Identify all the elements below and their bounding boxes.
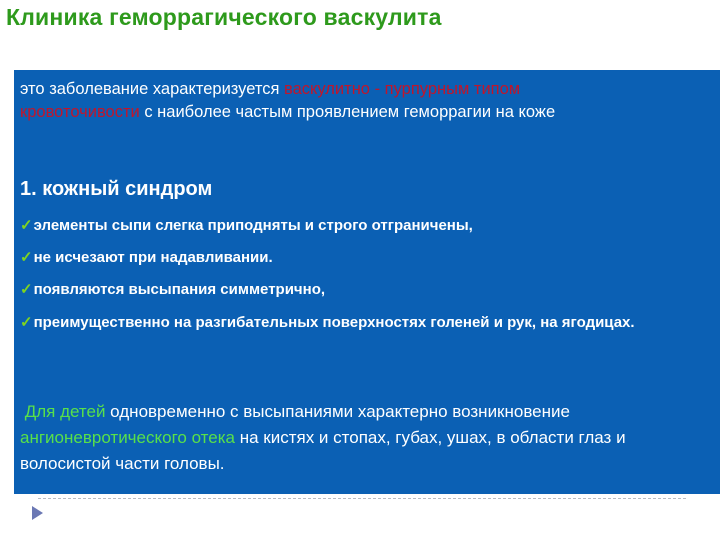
list-item: [20, 216, 700, 236]
intro-highlight-vasculitic: васкулитно - пурпурным типом: [284, 80, 521, 98]
slide-title: Клиника геморрагического васкулита: [6, 4, 442, 30]
checkmark-icon: ✓: [20, 314, 33, 331]
divider-line: [38, 498, 686, 499]
list-item-text: преимущественно на разгибательных поверхностях голеней и рук, на ягодицах.: [33, 314, 635, 331]
list-item-text: элементы сыпи слегка приподняты и строго отграничены,: [33, 217, 473, 234]
next-arrow-icon[interactable]: [32, 506, 43, 520]
section-heading: 1. кожный синдром: [20, 178, 213, 200]
intro-text: это заболевание характеризуется: [20, 80, 284, 98]
children-highlight-for-children: Для детей: [24, 402, 106, 421]
children-text-end: на кистях и стопах, губах, ушах, в области глаз и волосистой части головы.: [20, 428, 626, 473]
checkmark-icon: ✓: [20, 249, 33, 266]
checkmark-icon: ✓: [20, 217, 33, 234]
list-item-text: не исчезают при надавливании.: [33, 249, 273, 266]
list-item: [20, 313, 700, 333]
children-text: одновременно с высыпаниями характерно возникновение: [105, 402, 570, 421]
intro-text-end: с наиболее частым проявлением геморрагии на коже: [139, 103, 556, 121]
checkmark-icon: ✓: [20, 281, 33, 298]
children-paragraph: [20, 399, 700, 477]
intro-highlight-bleeding: кровоточивости: [20, 103, 140, 121]
list-item: [20, 280, 700, 300]
list-item: [20, 248, 700, 268]
intro-paragraph: [20, 78, 700, 124]
children-highlight-angioedema: ангионевротического отека: [20, 428, 235, 447]
list-item-text: появляются высыпания симметрично,: [33, 281, 326, 298]
